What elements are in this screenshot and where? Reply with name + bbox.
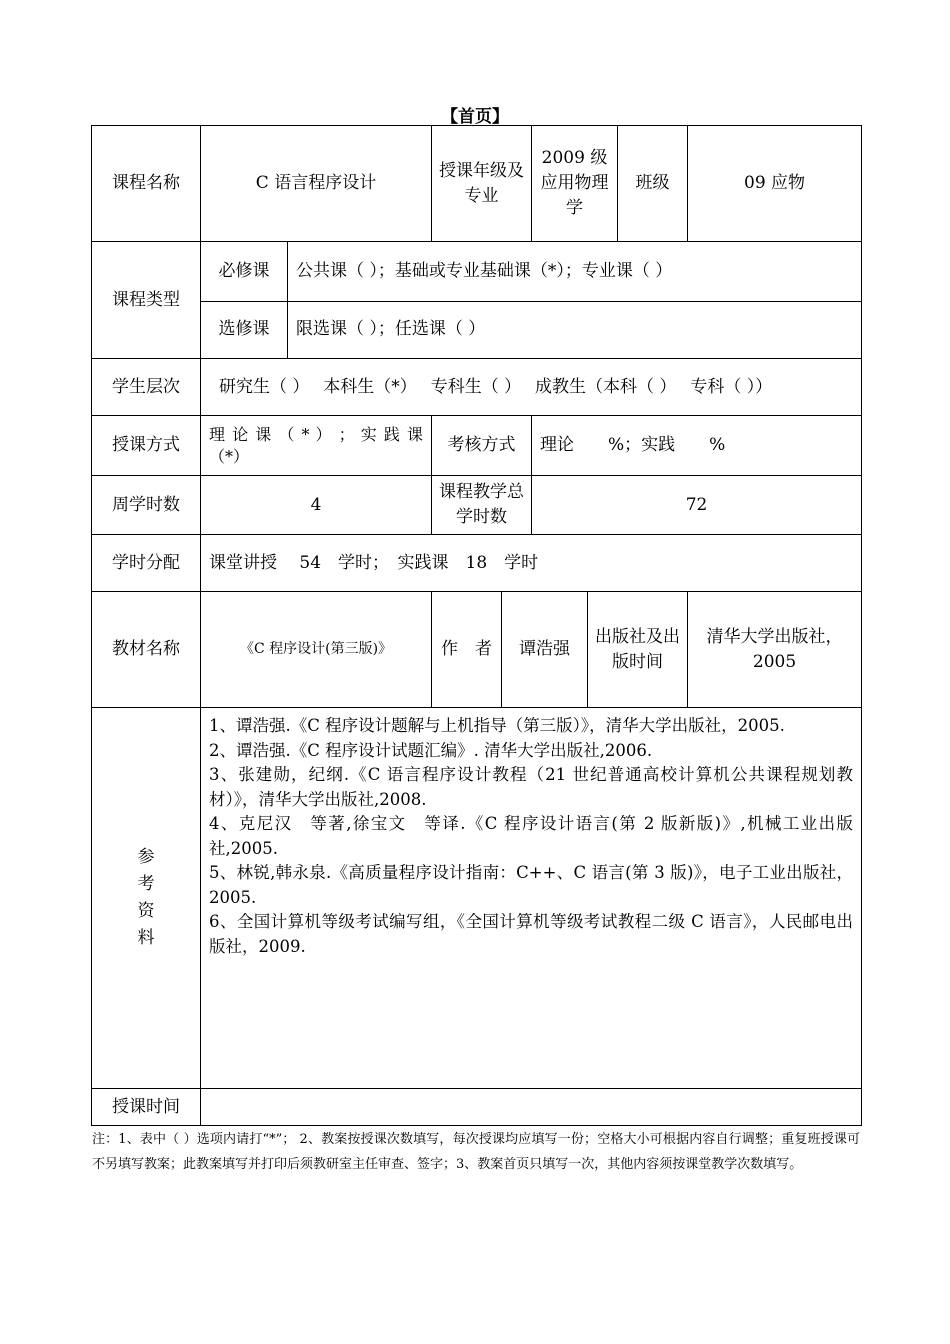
total-hours-label: 课程教学总学时数 bbox=[432, 476, 532, 535]
textbook-title: 《C 程序设计(第三版)》 bbox=[201, 592, 432, 708]
reference-item: 1、谭浩强.《C 程序设计题解与上机指导（第三版）》，清华大学出版社，2005. bbox=[209, 716, 785, 735]
references-label-char: 考 bbox=[137, 874, 155, 894]
author-label: 作 者 bbox=[432, 592, 502, 708]
reference-item: 5、林锐,韩永泉.《高质量程序设计指南：C++、C 语言(第 3 版)》，电子工业出版社，2005. bbox=[209, 863, 854, 907]
total-hours-value: 72 bbox=[532, 476, 862, 535]
references-label-char: 资 bbox=[137, 901, 155, 921]
required-label: 必修课 bbox=[201, 242, 288, 301]
page-title: 【首页】 bbox=[441, 107, 509, 127]
course-type-label: 课程类型 bbox=[92, 242, 201, 359]
reference-item: 2、谭浩强.《C 程序设计试题汇编》. 清华大学出版社,2006. bbox=[209, 740, 653, 760]
teaching-mode-row bbox=[92, 416, 862, 476]
class-label: 班级 bbox=[618, 126, 688, 242]
footnote: 注：1、表中（ ）选项内请打“*”； 2、教案按授课次数填写，每次授课均应填写一份；空格大小可根据内容自行调整；重复班授课可不另填写教案；此教案填写并打印后须教研室主任审查、签字；3、教案首页只填写一次，其他内容须按课堂教学次数填写。 bbox=[92, 1132, 860, 1172]
references-list bbox=[201, 708, 862, 1089]
exam-mode-label: 考核方式 bbox=[432, 416, 532, 476]
hour-allocation-label: 学时分配 bbox=[92, 535, 201, 592]
student-level-row bbox=[92, 359, 862, 416]
grade-value: 2009 级 bbox=[541, 148, 608, 168]
author-value: 谭浩强 bbox=[502, 592, 588, 708]
major-value: 应用物理学 bbox=[540, 173, 609, 218]
course-name-value: C 语言程序设计 bbox=[201, 126, 432, 242]
teaching-time-value bbox=[201, 1089, 862, 1126]
references-label-char: 参 bbox=[137, 847, 155, 867]
textbook-row bbox=[92, 592, 862, 708]
references-label-char: 料 bbox=[137, 928, 155, 948]
weekly-hours-value: 4 bbox=[201, 476, 432, 535]
publisher-value: 清华大学出版社，2005 bbox=[688, 592, 862, 708]
lesson-plan-cover-table bbox=[91, 125, 861, 1126]
teaching-mode-label: 授课方式 bbox=[92, 416, 201, 476]
teaching-mode-options: 理 论 课 （ * ） ； 实 践 课（*） bbox=[201, 416, 432, 476]
grade-major-label: 授课年级及专业 bbox=[432, 126, 532, 242]
reference-item: 6、全国计算机等级考试编写组，《全国计算机等级考试教程二级 C 语言》，人民邮电出版社，2009. bbox=[209, 912, 854, 956]
course-name-label: 课程名称 bbox=[92, 126, 201, 242]
course-info-row bbox=[92, 126, 862, 242]
hours-row bbox=[92, 476, 862, 535]
teaching-time-label: 授课时间 bbox=[92, 1089, 201, 1126]
grade-major-value bbox=[532, 126, 618, 242]
weekly-hours-label: 周学时数 bbox=[92, 476, 201, 535]
required-options: 公共课（ ）；基础或专业基础课（*）；专业课（ ） bbox=[288, 242, 862, 301]
exam-mode-value: 理论 %；实践 % bbox=[532, 416, 862, 476]
reference-item: 4、克尼汉 等著,徐宝文 等译.《C 程序设计语言(第 2 版新版)》,机械工业出版社,2005. bbox=[209, 814, 854, 858]
course-type-cell bbox=[201, 242, 862, 359]
reference-item: 3、张建勋，纪纲.《C 语言程序设计教程（21 世纪普通高校计算机公共课程规划教材）》，清华大学出版社,2008. bbox=[209, 765, 854, 809]
student-level-label: 学生层次 bbox=[92, 359, 201, 416]
student-level-options: 研究生（ ） 本科生（*） 专科生（ ） 成教生（本科（ ） 专科（ ）） bbox=[201, 359, 862, 416]
publisher-label: 出版社及出版时间 bbox=[588, 592, 688, 708]
textbook-label: 教材名称 bbox=[92, 592, 201, 708]
hour-allocation-row bbox=[92, 535, 862, 592]
teaching-time-row bbox=[92, 1089, 862, 1126]
elective-label: 选修课 bbox=[201, 301, 288, 358]
hour-allocation-value: 课堂讲授 54 学时； 实践课 18 学时 bbox=[201, 535, 862, 592]
course-type-row bbox=[92, 242, 862, 359]
elective-options: 限选课（ ）；任选课（ ） bbox=[296, 319, 486, 340]
class-value: 09 应物 bbox=[688, 126, 862, 242]
references-label bbox=[92, 708, 201, 1089]
references-row bbox=[92, 708, 862, 1089]
